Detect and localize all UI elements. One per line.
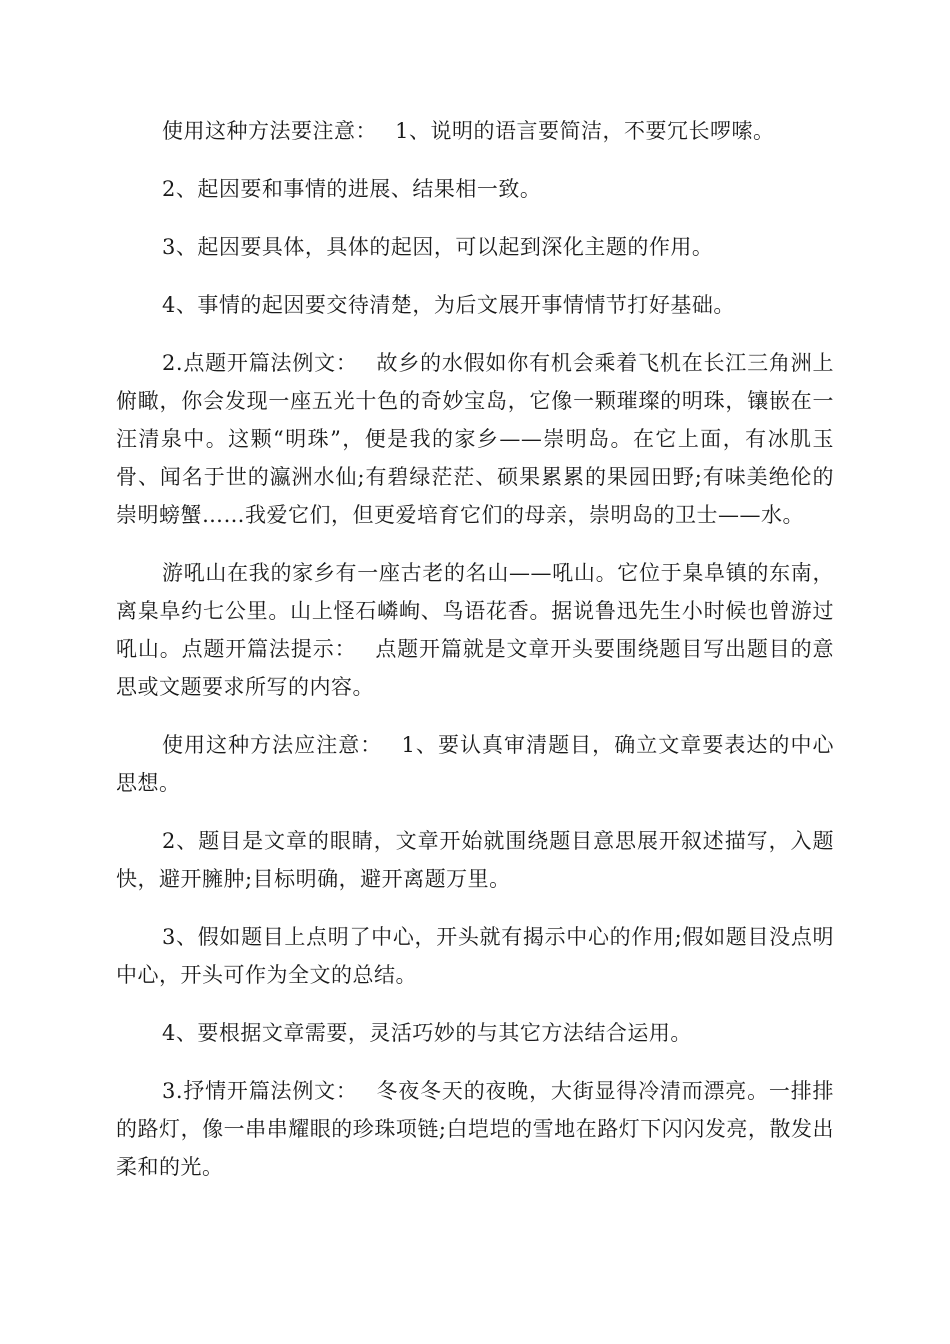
paragraph-method-note-3: 3、假如题目上点明了中心，开头就有揭示中心的作用;假如题目没点明中心，开头可作为全文的总结。 (116, 925, 834, 987)
paragraph-method-note-2: 2、题目是文章的眼睛，文章开始就围绕题目意思展开叙述描写，入题快，避开臃肿;目标明确，避开离题万里。 (116, 829, 834, 891)
paragraph-notes-intro: 使用这种方法要注意： 1、说明的语言要简洁，不要冗长啰嗦。 (162, 119, 775, 143)
paragraph-note-2: 2、起因要和事情的进展、结果相一致。 (162, 177, 542, 201)
paragraph-example-shuqing: 3.抒情开篇法例文： 冬夜冬天的夜晚，大街显得冷清而漂亮。一排排的路灯，像一串串耀眼的珍珠项链;白垲垲的雪地在路灯下闪闪发亮，散发出柔和的光。 (116, 1079, 834, 1179)
paragraph-example-houshan: 游吼山在我的家乡有一座古老的名山——吼山。它位于臬阜镇的东南，离臬阜约七公里。山上怪石嶙峋、鸟语花香。据说鲁迅先生小时候也曾游过吼山。点题开篇法提示： 点题开篇就是文章开头要围绕题目写出题目的意思或文题要求所写的内容。 (116, 561, 834, 699)
paragraph-note-3: 3、起因要具体，具体的起因，可以起到深化主题的作用。 (162, 235, 714, 259)
paragraph-method-notes-intro: 使用这种方法应注意： 1、要认真审清题目，确立文章要表达的中心思想。 (116, 733, 834, 795)
paragraph-note-4: 4、事情的起因要交待清楚，为后文展开事情情节打好基础。 (162, 293, 735, 317)
paragraph-method-note-4: 4、要根据文章需要，灵活巧妙的与其它方法结合运用。 (162, 1021, 692, 1045)
document-body (116, 112, 834, 1206)
paragraph-example-dianti: 2.点题开篇法例文： 故乡的水假如你有机会乘着飞机在长江三角洲上俯瞰，你会发现一座五光十色的奇妙宝岛，它像一颗璀璨的明珠，镶嵌在一汪清泉中。这颗“明珠”，便是我的家乡——崇明岛。在它上面，有冰肌玉骨、闻名于世的瀛洲水仙;有碧绿茫茫、硕果累累的果园田野;有味美绝伦的崇明螃蟹……我爱它们，但更爱培育它们的母亲，崇明岛的卫士——水。 (116, 351, 834, 527)
